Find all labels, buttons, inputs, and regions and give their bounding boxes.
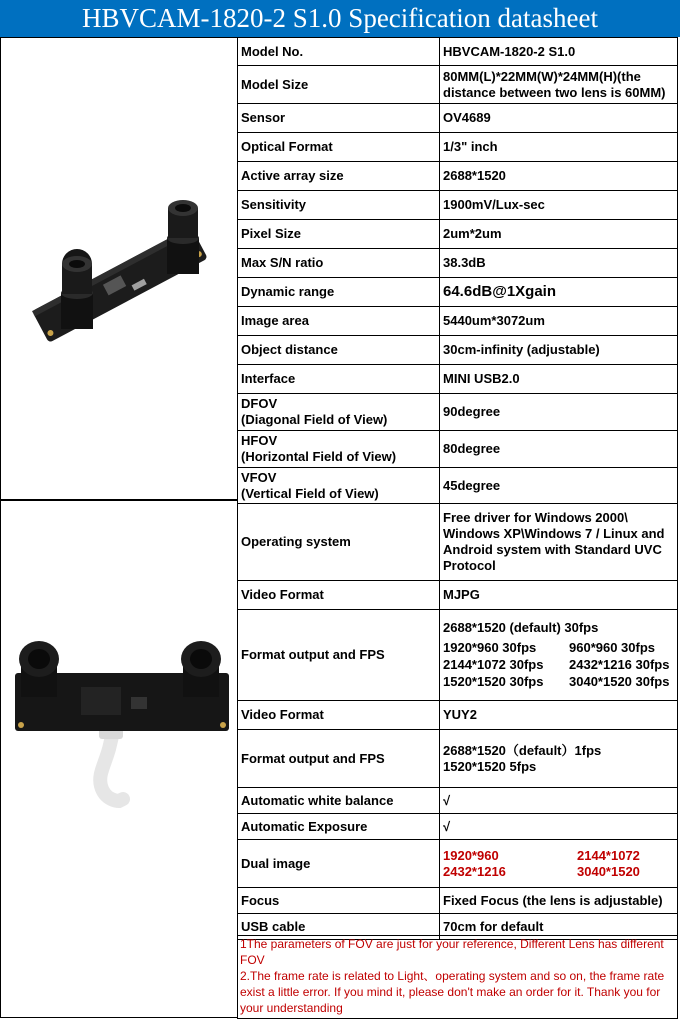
page-title: HBVCAM-1820-2 S1.0 Specification datasheet [0,0,680,37]
table-row [237,191,678,220]
table-row [237,66,678,104]
camera-board-photo [0,37,238,500]
check-mark: √ [440,788,678,813]
fps-item: 1520*1520 30fps [443,674,544,689]
table-row [237,37,678,66]
spec-value [440,730,678,787]
spec-label: Automatic white balance [237,788,440,813]
table-row [237,220,678,249]
table-row [237,610,678,701]
table-row [237,581,678,610]
spec-table [237,37,678,940]
table-row [237,133,678,162]
fps-item: 1520*1520 5fps [443,758,537,774]
spec-label: Dual image [237,840,440,887]
spec-label: Model No. [237,38,440,65]
spec-label: Video Format [237,581,440,609]
spec-value: YUY2 [440,701,678,729]
spec-label: Dynamic range [237,278,440,306]
spec-label: Max S/N ratio [237,249,440,277]
spec-value: 5440um*3072um [440,307,678,335]
fov-abbrev: HFOV [241,433,278,448]
table-row [237,104,678,133]
spec-label: Sensitivity [237,191,440,219]
spec-label: Format output and FPS [237,610,440,700]
spec-label: Focus [237,888,440,913]
table-row [237,278,678,307]
table-row [237,888,678,914]
spec-label: Optical Format [237,133,440,161]
spec-value [440,840,678,887]
spec-value: 30cm-infinity (adjustable) [440,336,678,364]
spec-value: 1900mV/Lux-sec [440,191,678,219]
spec-value: HBVCAM-1820-2 S1.0 [440,38,678,65]
table-row [237,468,678,504]
fov-desc: (Horizontal Field of View) [241,449,397,464]
spec-value: 38.3dB [440,249,678,277]
spec-value: 70cm for default [440,914,678,939]
table-row [237,840,678,888]
spec-label: Operating system [237,504,440,580]
spec-label: Model Size [237,66,440,103]
spec-value: 1/3" inch [440,133,678,161]
fps-grid [443,640,673,690]
fov-desc: (Vertical Field of View) [241,485,379,501]
notes-box [237,935,678,1019]
spec-value: MINI USB2.0 [440,365,678,393]
spec-value: 45degree [440,468,678,503]
spec-value: 90degree [440,394,678,430]
spec-label: Active array size [237,162,440,190]
spec-label: Object distance [237,336,440,364]
spec-label: Sensor [237,104,440,132]
check-mark: √ [440,814,678,839]
spec-value [440,610,678,700]
spec-label: Interface [237,365,440,393]
spec-value: OV4689 [440,104,678,132]
note-framerate: 2.The frame rate is related to Light、operating system and so on, the frame rate exist a little error. If you mind it, please don't make an order for it. Thank you for your understanding [240,969,665,1015]
fps-item: 2688*1520（default）1fps [443,742,602,758]
table-row [237,730,678,788]
fps-item: 1920*960 30fps [443,640,537,655]
table-row [237,431,678,468]
camera-board-with-usb-cable-photo [0,500,238,1018]
dual-res: 2432*1216 [443,863,506,879]
spec-value: 80MM(L)*22MM(W)*24MM(H)(the distance between two lens is 60MM) [440,66,678,103]
table-row [237,814,678,840]
note-fov: 1The parameters of FOV are just for your reference, Different Lens has different FOV [240,937,664,967]
fps-item: 960*960 30fps [569,640,656,655]
dual-res: 2144*1072 [577,847,640,863]
spec-label [237,431,440,467]
spec-value: Fixed Focus (the lens is adjustable) [440,888,678,913]
table-row [237,162,678,191]
dual-res: 1920*960 [443,847,499,863]
spec-label [237,468,440,503]
table-row [237,394,678,431]
fov-abbrev: DFOV [241,396,278,411]
fps-item: 3040*1520 30fps [569,674,670,689]
spec-value: MJPG [440,581,678,609]
table-row [237,365,678,394]
fps-default: 2688*1520 (default) 30fps [443,620,599,635]
dual-grid [443,848,677,880]
table-row [237,307,678,336]
table-row [237,788,678,814]
spec-label: Video Format [237,701,440,729]
table-row [237,504,678,581]
spec-label: USB cable [237,914,440,939]
spec-value: 64.6dB@1Xgain [440,278,678,306]
table-row [237,336,678,365]
spec-label: Pixel Size [237,220,440,248]
fps-item: 2144*1072 30fps [443,657,544,672]
fov-desc: (Diagonal Field of View) [241,412,388,427]
spec-label: Image area [237,307,440,335]
fps-item: 2432*1216 30fps [569,657,670,672]
spec-value: Free driver for Windows 2000\ Windows XP\Windows 7 / Linux and Android system with Standard UVC Protocol [440,504,678,580]
dual-res: 3040*1520 [577,863,640,879]
table-row [237,701,678,730]
spec-label [237,394,440,430]
fov-abbrev: VFOV [241,469,277,485]
spec-value: 2688*1520 [440,162,678,190]
spec-label: Automatic Exposure [237,814,440,839]
spec-value: 2um*2um [440,220,678,248]
spec-value: 80degree [440,431,678,467]
table-row [237,249,678,278]
spec-label: Format output and FPS [237,730,440,787]
